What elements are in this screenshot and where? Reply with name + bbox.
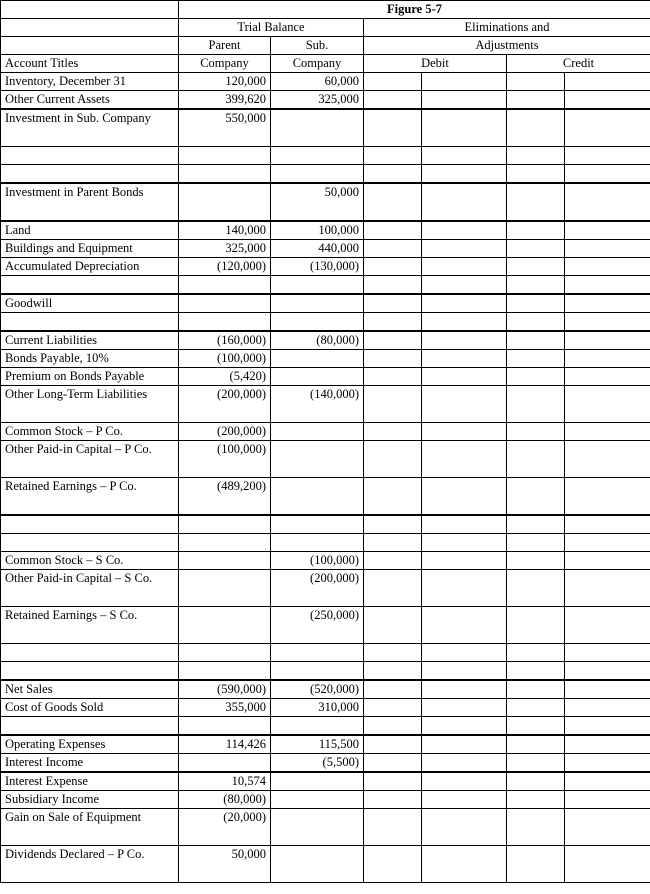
debit-ref-cell[interactable] [364, 570, 422, 607]
account-title-cell: Cost of Goods Sold [1, 699, 179, 717]
debit-amount-cell[interactable] [422, 754, 507, 773]
sub-amount-cell: (80,000) [271, 331, 364, 350]
credit-amount-cell[interactable] [565, 772, 650, 791]
credit-amount-cell[interactable] [565, 147, 650, 165]
account-title-cell: Land [1, 221, 179, 240]
debit-amount-cell[interactable] [422, 680, 507, 699]
debit-amount-cell[interactable] [422, 534, 507, 552]
table-row [1, 662, 650, 681]
debit-ref-cell[interactable] [364, 735, 422, 754]
debit-amount-cell[interactable] [422, 809, 507, 846]
credit-ref-cell[interactable] [507, 331, 565, 350]
credit-amount-cell[interactable] [565, 165, 650, 184]
parent-amount-cell [179, 183, 271, 221]
sub-amount-cell: (520,000) [271, 680, 364, 699]
table-row [1, 570, 650, 607]
table-row [1, 294, 650, 313]
debit-ref-cell[interactable] [364, 423, 422, 441]
credit-ref-cell[interactable] [507, 515, 565, 534]
debit-amount-cell[interactable] [422, 699, 507, 717]
debit-amount-cell[interactable] [422, 846, 507, 883]
header-blank-cell [1, 37, 179, 55]
parent-amount-cell: 120,000 [179, 73, 271, 91]
account-title-cell: Dividends Declared – P Co. [1, 846, 179, 883]
sub-amount-cell: (250,000) [271, 607, 364, 644]
table-row [1, 552, 650, 570]
credit-amount-cell[interactable] [565, 331, 650, 350]
table-row [1, 147, 650, 165]
account-title-cell: Investment in Sub. Company [1, 109, 179, 147]
credit-ref-cell[interactable] [507, 662, 565, 681]
debit-amount-cell[interactable] [422, 772, 507, 791]
debit-ref-cell[interactable] [364, 644, 422, 662]
credit-amount-cell[interactable] [565, 276, 650, 295]
elim-adj-header-line2: Adjustments [364, 37, 650, 55]
parent-amount-cell [179, 313, 271, 332]
debit-amount-cell[interactable] [422, 717, 507, 736]
debit-ref-cell[interactable] [364, 91, 422, 110]
table-row [1, 386, 650, 423]
table-row [1, 846, 650, 883]
table-row [1, 441, 650, 478]
account-title-cell: Common Stock – P Co. [1, 423, 179, 441]
sub-amount-cell [271, 846, 364, 883]
account-title-cell: Accumulated Depreciation [1, 258, 179, 276]
account-title-cell: Premium on Bonds Payable [1, 368, 179, 386]
parent-amount-cell: (489,200) [179, 478, 271, 516]
credit-amount-cell[interactable] [565, 91, 650, 110]
credit-amount-cell[interactable] [565, 240, 650, 258]
sub-amount-cell [271, 644, 364, 662]
credit-ref-cell[interactable] [507, 699, 565, 717]
credit-ref-cell[interactable] [507, 73, 565, 91]
credit-ref-cell[interactable] [507, 147, 565, 165]
figure-title: Figure 5-7 [179, 1, 650, 19]
debit-amount-cell[interactable] [422, 294, 507, 313]
table-row [1, 165, 650, 184]
debit-amount-cell[interactable] [422, 109, 507, 147]
sub-amount-cell [271, 791, 364, 809]
parent-amount-cell: (80,000) [179, 791, 271, 809]
account-title-cell: Other Paid-in Capital – S Co. [1, 570, 179, 607]
account-title-cell [1, 165, 179, 184]
sub-amount-cell: 310,000 [271, 699, 364, 717]
credit-amount-cell[interactable] [565, 109, 650, 147]
credit-ref-cell[interactable] [507, 846, 565, 883]
parent-amount-cell: 325,000 [179, 240, 271, 258]
debit-ref-cell[interactable] [364, 680, 422, 699]
table-row [1, 772, 650, 791]
debit-amount-cell[interactable] [422, 386, 507, 423]
account-title-cell [1, 534, 179, 552]
table-row [1, 478, 650, 516]
table-row [1, 73, 650, 91]
debit-ref-cell[interactable] [364, 846, 422, 883]
debit-ref-cell[interactable] [364, 386, 422, 423]
debit-amount-cell[interactable] [422, 368, 507, 386]
table-row [1, 91, 650, 110]
account-title-cell: Other Long-Term Liabilities [1, 386, 179, 423]
parent-amount-cell: (200,000) [179, 423, 271, 441]
credit-amount-cell[interactable] [565, 478, 650, 516]
credit-amount-cell[interactable] [565, 534, 650, 552]
account-title-cell [1, 147, 179, 165]
sub-amount-cell [271, 809, 364, 846]
sub-amount-cell: (200,000) [271, 570, 364, 607]
credit-ref-cell[interactable] [507, 183, 565, 221]
account-title-cell [1, 313, 179, 332]
credit-amount-cell[interactable] [565, 386, 650, 423]
debit-ref-cell[interactable] [364, 552, 422, 570]
account-title-cell: Gain on Sale of Equipment [1, 809, 179, 846]
parent-amount-cell: 355,000 [179, 699, 271, 717]
credit-ref-cell[interactable] [507, 552, 565, 570]
debit-amount-cell[interactable] [422, 607, 507, 644]
debit-ref-cell[interactable] [364, 147, 422, 165]
credit-amount-cell[interactable] [565, 791, 650, 809]
debit-amount-cell[interactable] [422, 515, 507, 534]
sub-amount-cell [271, 368, 364, 386]
credit-ref-cell[interactable] [507, 258, 565, 276]
parent-amount-cell: (200,000) [179, 386, 271, 423]
sub-amount-cell [271, 441, 364, 478]
credit-ref-cell[interactable] [507, 350, 565, 368]
credit-ref-cell[interactable] [507, 754, 565, 773]
credit-amount-cell[interactable] [565, 846, 650, 883]
table-row [1, 699, 650, 717]
table-row [1, 221, 650, 240]
header-blank-cell [1, 1, 179, 19]
credit-amount-cell[interactable] [565, 313, 650, 332]
credit-amount-cell[interactable] [565, 258, 650, 276]
debit-amount-cell[interactable] [422, 791, 507, 809]
sub-amount-cell: 440,000 [271, 240, 364, 258]
table-row [1, 735, 650, 754]
table-row [1, 791, 650, 809]
debit-amount-cell[interactable] [422, 552, 507, 570]
account-title-cell: Bonds Payable, 10% [1, 350, 179, 368]
debit-amount-cell[interactable] [422, 147, 507, 165]
table-row [1, 183, 650, 221]
debit-amount-cell[interactable] [422, 165, 507, 184]
parent-amount-cell: (120,000) [179, 258, 271, 276]
debit-ref-cell[interactable] [364, 109, 422, 147]
sub-amount-cell [271, 276, 364, 295]
credit-ref-cell[interactable] [507, 240, 565, 258]
table-row [1, 607, 650, 644]
account-title-cell: Current Liabilities [1, 331, 179, 350]
table-row [1, 680, 650, 699]
account-title-cell [1, 515, 179, 534]
table-row [1, 240, 650, 258]
account-title-cell: Investment in Parent Bonds [1, 183, 179, 221]
account-title-cell: Inventory, December 31 [1, 73, 179, 91]
parent-amount-cell: 399,620 [179, 91, 271, 110]
parent-amount-cell: 114,426 [179, 735, 271, 754]
account-title-cell: Retained Earnings – S Co. [1, 607, 179, 644]
credit-amount-cell[interactable] [565, 294, 650, 313]
parent-amount-cell [179, 515, 271, 534]
debit-ref-cell[interactable] [364, 515, 422, 534]
sub-amount-cell: (140,000) [271, 386, 364, 423]
table-row [1, 423, 650, 441]
credit-ref-cell[interactable] [507, 735, 565, 754]
credit-amount-cell[interactable] [565, 552, 650, 570]
parent-amount-cell: 50,000 [179, 846, 271, 883]
parent-amount-cell [179, 662, 271, 681]
debit-amount-cell[interactable] [422, 276, 507, 295]
parent-amount-cell [179, 165, 271, 184]
account-title-cell: Net Sales [1, 680, 179, 699]
parent-amount-cell: (100,000) [179, 441, 271, 478]
debit-amount-cell[interactable] [422, 331, 507, 350]
debit-amount-cell[interactable] [422, 258, 507, 276]
debit-ref-cell[interactable] [364, 534, 422, 552]
debit-ref-cell[interactable] [364, 791, 422, 809]
credit-ref-cell[interactable] [507, 313, 565, 332]
debit-ref-cell[interactable] [364, 331, 422, 350]
table-row [1, 331, 650, 350]
sub-header-line2: Company [271, 55, 364, 73]
sub-amount-cell [271, 109, 364, 147]
credit-amount-cell[interactable] [565, 680, 650, 699]
parent-amount-cell [179, 276, 271, 295]
header-blank-cell [1, 19, 179, 37]
sub-amount-cell: 325,000 [271, 91, 364, 110]
account-title-cell: Retained Earnings – P Co. [1, 478, 179, 516]
parent-amount-cell [179, 294, 271, 313]
credit-ref-cell[interactable] [507, 441, 565, 478]
credit-amount-cell[interactable] [565, 423, 650, 441]
sub-amount-cell: 60,000 [271, 73, 364, 91]
credit-amount-cell[interactable] [565, 735, 650, 754]
sub-amount-cell: 50,000 [271, 183, 364, 221]
credit-amount-cell[interactable] [565, 717, 650, 736]
account-title-cell [1, 644, 179, 662]
credit-ref-cell[interactable] [507, 386, 565, 423]
sub-amount-cell: (130,000) [271, 258, 364, 276]
credit-ref-cell[interactable] [507, 607, 565, 644]
sub-amount-cell [271, 515, 364, 534]
parent-amount-cell [179, 754, 271, 773]
account-title-cell: Operating Expenses [1, 735, 179, 754]
debit-ref-cell[interactable] [364, 258, 422, 276]
table-row [1, 258, 650, 276]
debit-amount-cell[interactable] [422, 350, 507, 368]
account-title-cell: Subsidiary Income [1, 791, 179, 809]
debit-amount-cell[interactable] [422, 221, 507, 240]
debit-amount-cell[interactable] [422, 423, 507, 441]
credit-amount-cell[interactable] [565, 73, 650, 91]
parent-amount-cell [179, 552, 271, 570]
sub-header-line1: Sub. [271, 37, 364, 55]
account-title-cell: Other Current Assets [1, 91, 179, 110]
debit-ref-cell[interactable] [364, 165, 422, 184]
sub-amount-cell [271, 534, 364, 552]
credit-ref-cell[interactable] [507, 570, 565, 607]
debit-header: Debit [364, 55, 507, 73]
debit-ref-cell[interactable] [364, 699, 422, 717]
credit-amount-cell[interactable] [565, 350, 650, 368]
sub-amount-cell [271, 313, 364, 332]
parent-header-line1: Parent [179, 37, 271, 55]
debit-amount-cell[interactable] [422, 735, 507, 754]
debit-ref-cell[interactable] [364, 662, 422, 681]
parent-amount-cell [179, 570, 271, 607]
credit-ref-cell[interactable] [507, 294, 565, 313]
credit-ref-cell[interactable] [507, 109, 565, 147]
debit-ref-cell[interactable] [364, 294, 422, 313]
credit-amount-cell[interactable] [565, 515, 650, 534]
credit-amount-cell[interactable] [565, 662, 650, 681]
table-row [1, 717, 650, 736]
debit-ref-cell[interactable] [364, 240, 422, 258]
credit-ref-cell[interactable] [507, 478, 565, 516]
account-titles-header: Account Titles [1, 55, 179, 73]
table-row [1, 109, 650, 147]
parent-amount-cell: (590,000) [179, 680, 271, 699]
table-row [1, 534, 650, 552]
credit-amount-cell[interactable] [565, 183, 650, 221]
credit-amount-cell[interactable] [565, 607, 650, 644]
parent-header-line2: Company [179, 55, 271, 73]
account-title-cell [1, 662, 179, 681]
credit-ref-cell[interactable] [507, 809, 565, 846]
debit-ref-cell[interactable] [364, 809, 422, 846]
parent-amount-cell: (160,000) [179, 331, 271, 350]
debit-ref-cell[interactable] [364, 772, 422, 791]
account-title-cell: Other Paid-in Capital – P Co. [1, 441, 179, 478]
table-row [1, 276, 650, 295]
credit-amount-cell[interactable] [565, 441, 650, 478]
credit-amount-cell[interactable] [565, 644, 650, 662]
credit-ref-cell[interactable] [507, 534, 565, 552]
debit-amount-cell[interactable] [422, 441, 507, 478]
debit-amount-cell[interactable] [422, 662, 507, 681]
credit-header: Credit [507, 55, 650, 73]
debit-amount-cell[interactable] [422, 570, 507, 607]
debit-amount-cell[interactable] [422, 73, 507, 91]
parent-amount-cell: 10,574 [179, 772, 271, 791]
sub-amount-cell: (5,500) [271, 754, 364, 773]
debit-amount-cell[interactable] [422, 91, 507, 110]
account-title-cell: Buildings and Equipment [1, 240, 179, 258]
debit-ref-cell[interactable] [364, 478, 422, 516]
account-title-cell [1, 276, 179, 295]
elim-adj-header-line1: Eliminations and [364, 19, 650, 37]
table-row [1, 350, 650, 368]
debit-amount-cell[interactable] [422, 644, 507, 662]
credit-amount-cell[interactable] [565, 368, 650, 386]
credit-ref-cell[interactable] [507, 423, 565, 441]
debit-ref-cell[interactable] [364, 73, 422, 91]
table-row [1, 644, 650, 662]
credit-ref-cell[interactable] [507, 368, 565, 386]
parent-amount-cell [179, 147, 271, 165]
parent-amount-cell: 140,000 [179, 221, 271, 240]
debit-ref-cell[interactable] [364, 313, 422, 332]
sub-amount-cell [271, 147, 364, 165]
debit-ref-cell[interactable] [364, 607, 422, 644]
parent-amount-cell [179, 534, 271, 552]
sub-amount-cell [271, 423, 364, 441]
debit-amount-cell[interactable] [422, 240, 507, 258]
parent-amount-cell: 550,000 [179, 109, 271, 147]
credit-ref-cell[interactable] [507, 91, 565, 110]
sub-amount-cell [271, 772, 364, 791]
credit-amount-cell[interactable] [565, 221, 650, 240]
trial-balance-header: Trial Balance [179, 19, 364, 37]
parent-amount-cell [179, 644, 271, 662]
debit-ref-cell[interactable] [364, 221, 422, 240]
credit-amount-cell[interactable] [565, 754, 650, 773]
parent-amount-cell: (20,000) [179, 809, 271, 846]
debit-amount-cell[interactable] [422, 313, 507, 332]
account-title-cell: Goodwill [1, 294, 179, 313]
account-title-cell: Interest Income [1, 754, 179, 773]
debit-ref-cell[interactable] [364, 183, 422, 221]
sub-amount-cell [271, 294, 364, 313]
credit-ref-cell[interactable] [507, 680, 565, 699]
debit-ref-cell[interactable] [364, 276, 422, 295]
sub-amount-cell: 100,000 [271, 221, 364, 240]
sub-amount-cell: 115,500 [271, 735, 364, 754]
account-title-cell [1, 717, 179, 736]
parent-amount-cell [179, 607, 271, 644]
debit-ref-cell[interactable] [364, 717, 422, 736]
table-row [1, 754, 650, 773]
sub-amount-cell [271, 717, 364, 736]
credit-ref-cell[interactable] [507, 165, 565, 184]
account-title-cell: Interest Expense [1, 772, 179, 791]
sub-amount-cell: (100,000) [271, 552, 364, 570]
debit-amount-cell[interactable] [422, 183, 507, 221]
table-row [1, 368, 650, 386]
debit-ref-cell[interactable] [364, 441, 422, 478]
sub-amount-cell [271, 478, 364, 516]
credit-ref-cell[interactable] [507, 791, 565, 809]
table-row [1, 809, 650, 846]
sub-amount-cell [271, 165, 364, 184]
credit-amount-cell[interactable] [565, 699, 650, 717]
parent-amount-cell: (100,000) [179, 350, 271, 368]
credit-amount-cell[interactable] [565, 570, 650, 607]
debit-ref-cell[interactable] [364, 368, 422, 386]
credit-ref-cell[interactable] [507, 772, 565, 791]
table-row [1, 515, 650, 534]
credit-ref-cell[interactable] [507, 276, 565, 295]
debit-amount-cell[interactable] [422, 478, 507, 516]
account-title-cell: Common Stock – S Co. [1, 552, 179, 570]
debit-ref-cell[interactable] [364, 350, 422, 368]
table-row [1, 313, 650, 332]
sub-amount-cell [271, 662, 364, 681]
sub-amount-cell [271, 350, 364, 368]
parent-amount-cell [179, 717, 271, 736]
parent-amount-cell: (5,420) [179, 368, 271, 386]
credit-amount-cell[interactable] [565, 809, 650, 846]
debit-ref-cell[interactable] [364, 754, 422, 773]
credit-ref-cell[interactable] [507, 221, 565, 240]
credit-ref-cell[interactable] [507, 717, 565, 736]
credit-ref-cell[interactable] [507, 644, 565, 662]
